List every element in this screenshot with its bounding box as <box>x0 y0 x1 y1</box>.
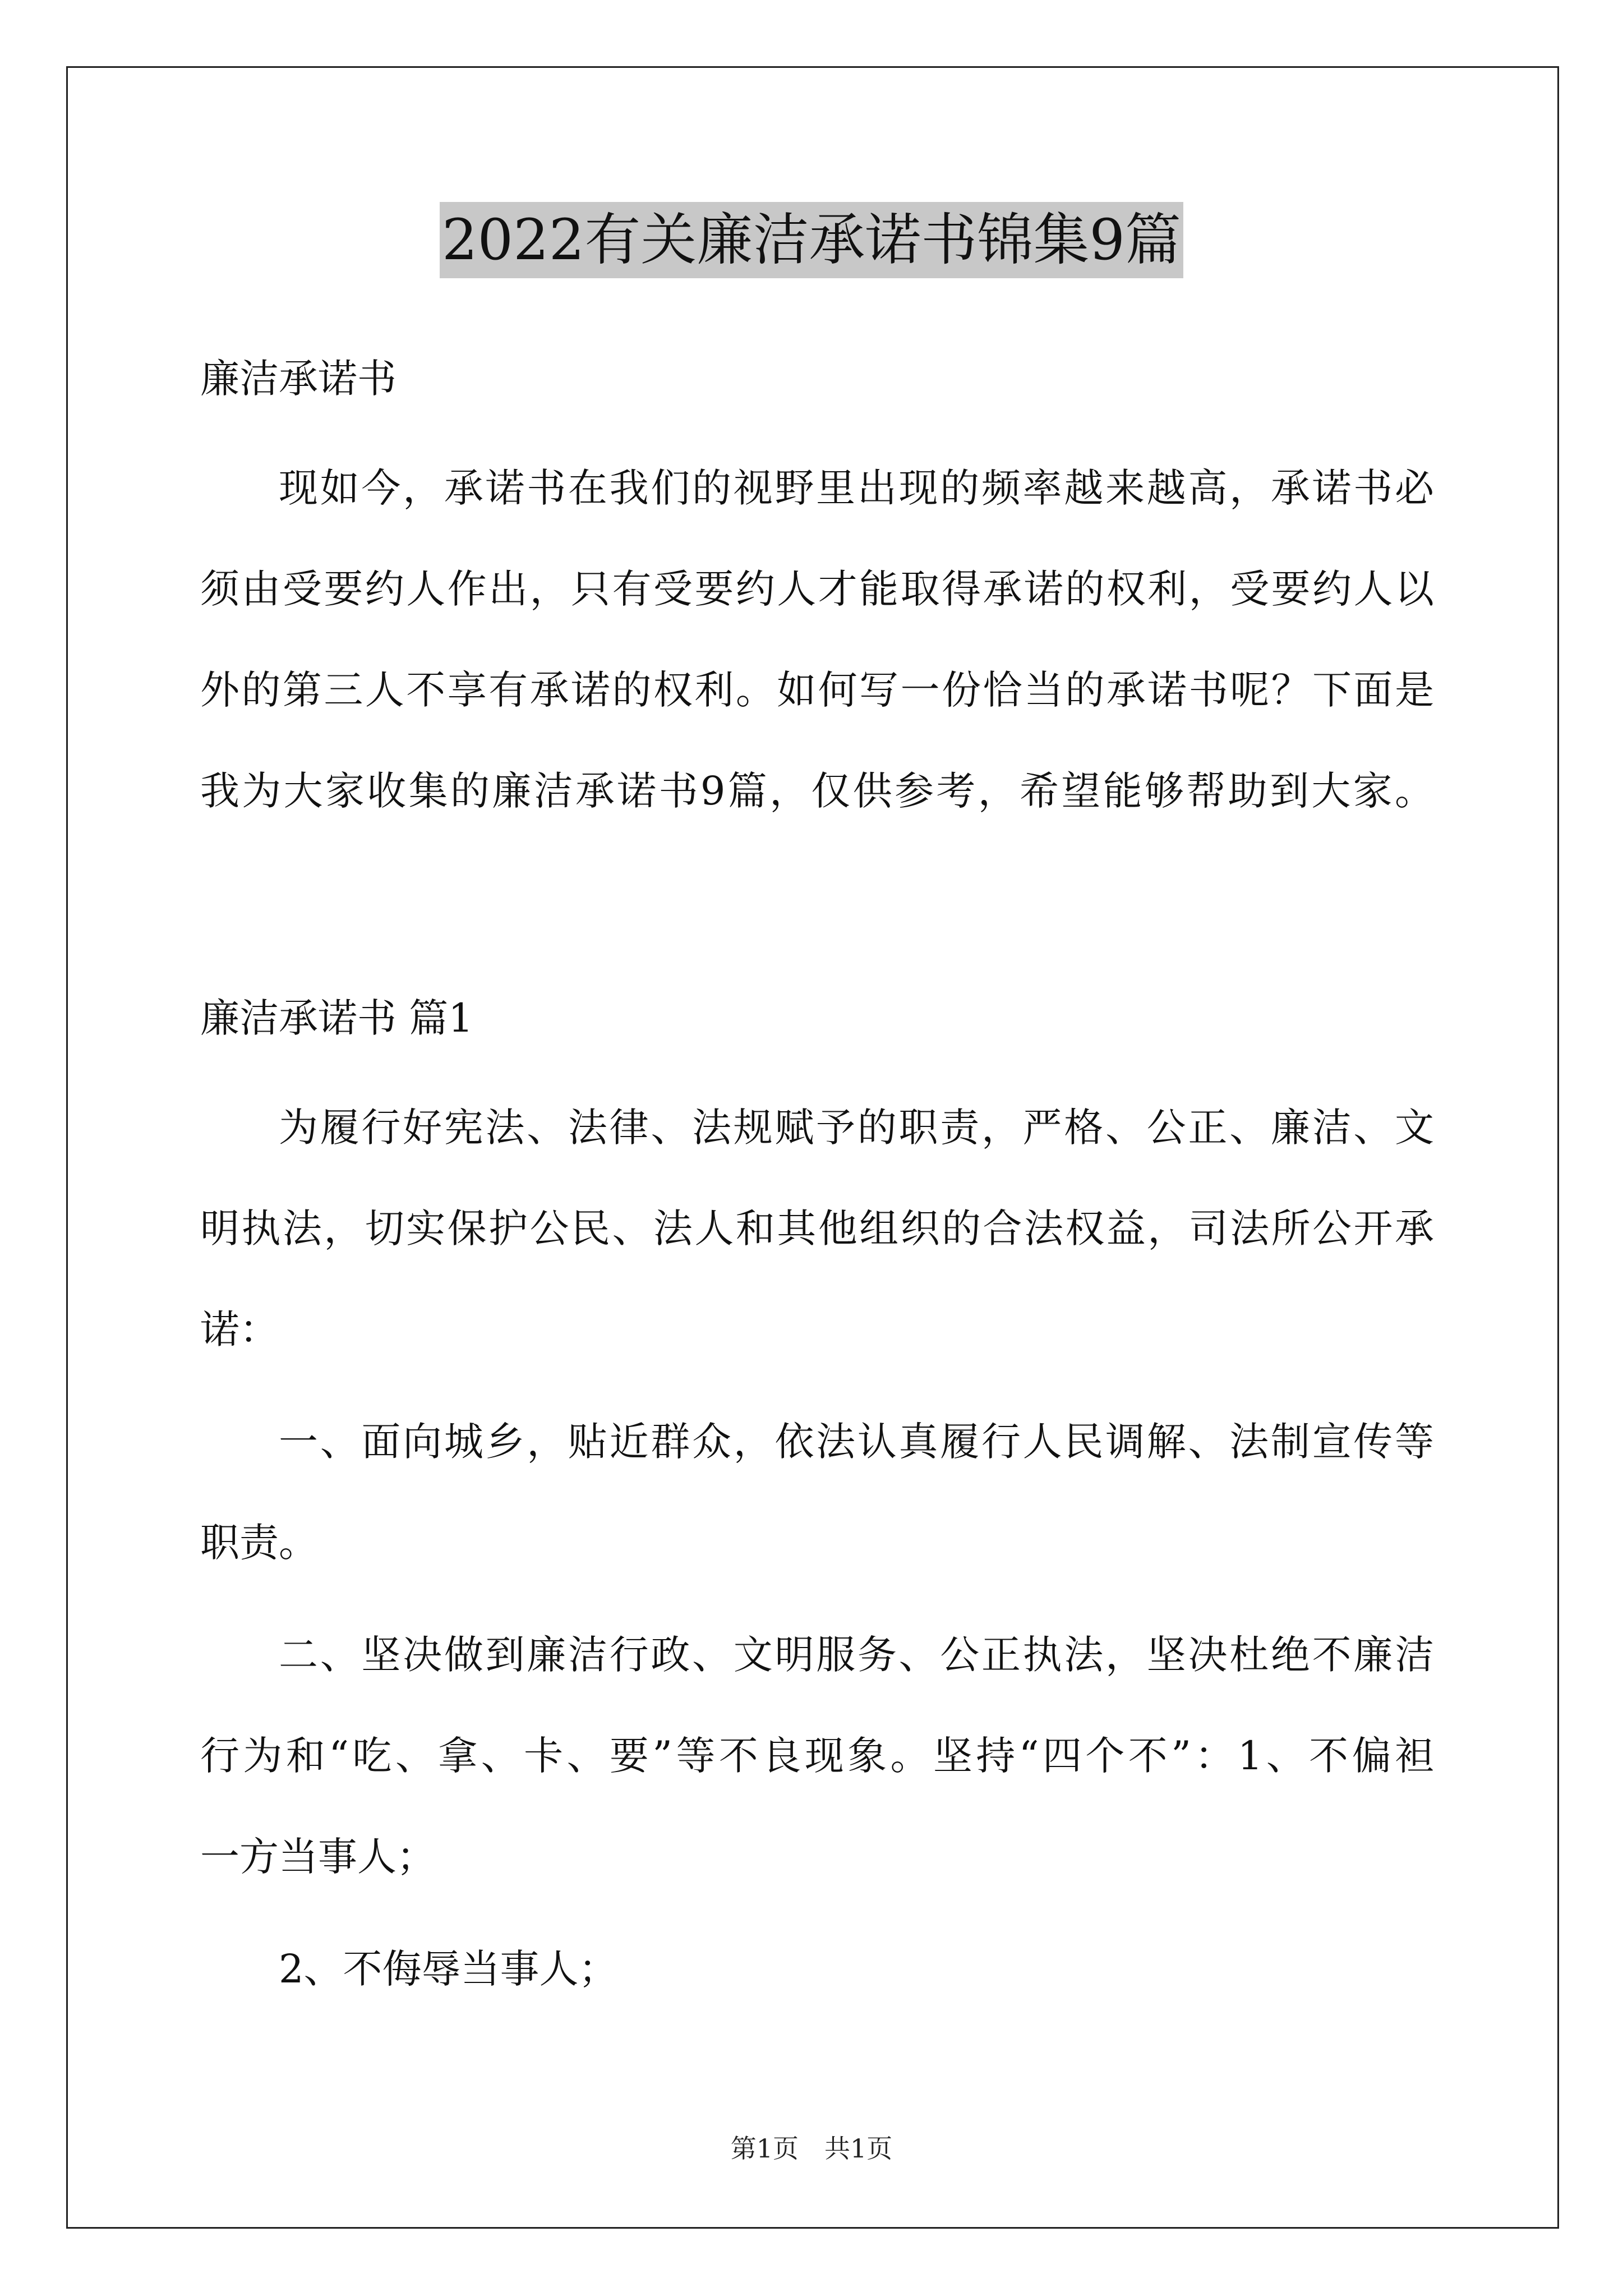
body-line-8: 一方当事人； <box>200 1834 436 1880</box>
body-line-7: 行为和“吃、拿、卡、要”等不良现象。坚持“四个不”：1、不偏袒 <box>200 1733 1434 1779</box>
body-line-4: 一、面向城乡，贴近群众，依法认真履行人民调解、法制宣传等 <box>279 1419 1434 1465</box>
intro-line-2: 须由受要约人作出，只有受要约人才能取得承诺的权利，受要约人以 <box>200 566 1434 612</box>
intro-line-1: 现如今，承诺书在我们的视野里出现的频率越来越高，承诺书必 <box>279 465 1434 511</box>
body-line-2: 明执法，切实保护公民、法人和其他组织的合法权益，司法所公开承 <box>200 1205 1434 1251</box>
body-line-9: 2、不侮辱当事人； <box>279 1946 618 1992</box>
section-heading: 廉洁承诺书 <box>200 356 396 402</box>
body-line-3: 诺： <box>200 1306 279 1352</box>
title-container <box>0 202 1623 278</box>
page-footer: 第1页 共1页 <box>730 2133 893 2164</box>
document-title: 2022有关廉洁承诺书锦集9篇 <box>440 202 1183 278</box>
body-line-1: 为履行好宪法、法律、法规赋予的职责，严格、公正、廉洁、文 <box>279 1105 1434 1151</box>
body-line-6: 二、坚决做到廉洁行政、文明服务、公正执法，坚决杜绝不廉洁 <box>279 1632 1434 1678</box>
article-heading: 廉洁承诺书 篇1 <box>200 995 473 1041</box>
body-line-5: 职责。 <box>200 1520 318 1566</box>
intro-line-4: 我为大家收集的廉洁承诺书9篇，仅供参考，希望能够帮助到大家。 <box>200 768 1434 814</box>
intro-line-3: 外的第三人不享有承诺的权利。如何写一份恰当的承诺书呢？下面是 <box>200 667 1434 713</box>
